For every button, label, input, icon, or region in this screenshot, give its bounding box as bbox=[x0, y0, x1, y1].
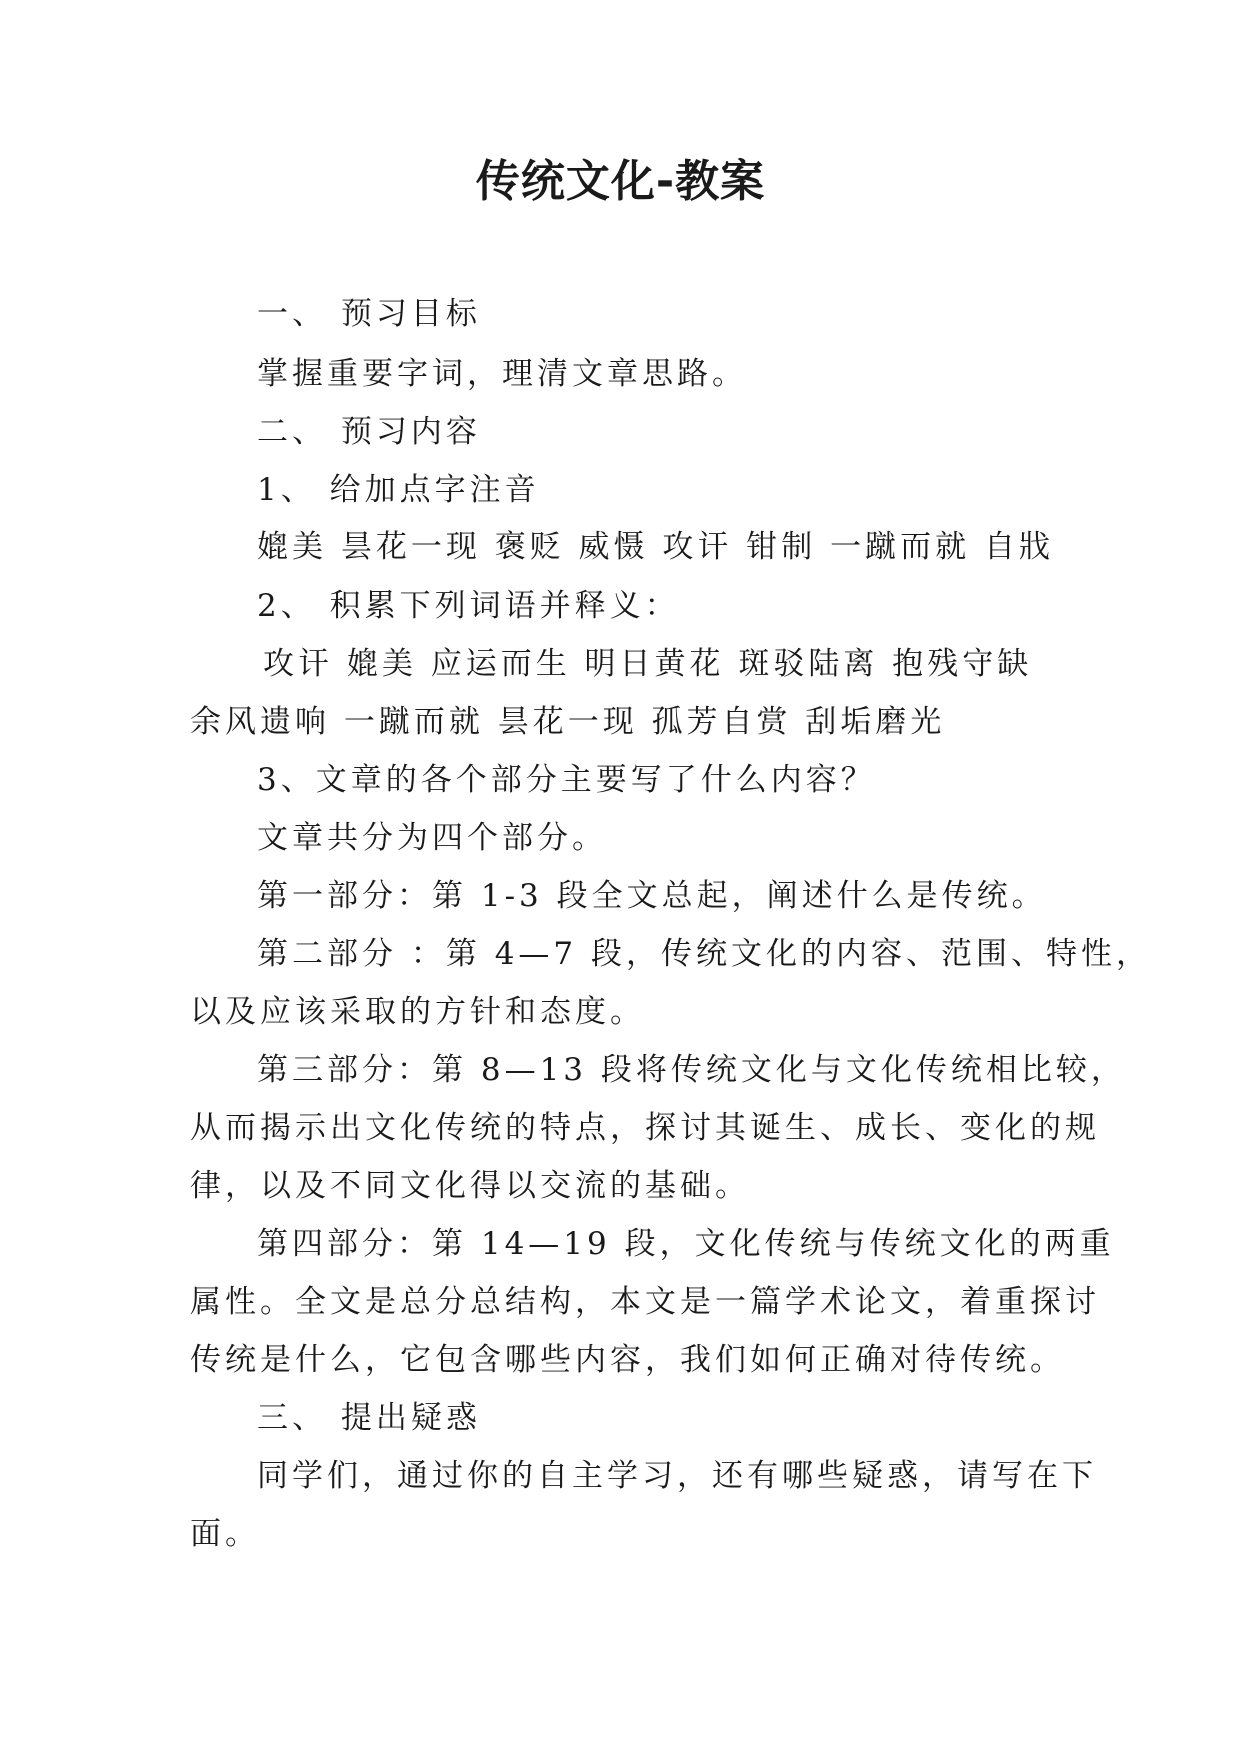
section-heading-1: 一、 预习目标 bbox=[257, 296, 481, 332]
subheading-2: 2、 积累下列词语并释义： bbox=[257, 588, 680, 624]
paragraph: 第二部分 ：第 4—7 段，传统文化的内容、范围、特性， bbox=[257, 936, 1152, 972]
paragraph: 掌握重要字词，理清文章思路。 bbox=[257, 356, 747, 392]
paragraph: 传统是什么，它包含哪些内容，我们如何正确对待传统。 bbox=[190, 1342, 1065, 1378]
section-heading-3: 三、 提出疑惑 bbox=[257, 1400, 481, 1436]
section-heading-2: 二、 预习内容 bbox=[257, 414, 481, 450]
paragraph: 从而揭示出文化传统的特点，探讨其诞生、成长、变化的规 bbox=[190, 1110, 1100, 1146]
paragraph: 第三部分：第 8—13 段将传统文化与文化传统相比较， bbox=[257, 1052, 1126, 1088]
word-list: 余风遗响 一蹴而就 昙花一现 孤芳自赏 刮垢磨光 bbox=[190, 704, 946, 740]
document-title: 传统文化-教案 bbox=[475, 156, 766, 207]
paragraph: 第四部分：第 14—19 段，文化传统与传统文化的两重 bbox=[257, 1226, 1115, 1262]
paragraph: 同学们，通过你的自主学习，还有哪些疑惑，请写在下 bbox=[257, 1458, 1097, 1494]
word-list: 攻讦 媲美 应运而生 明日黄花 斑驳陆离 抱残守缺 bbox=[263, 646, 1033, 682]
paragraph: 律，以及不同文化得以交流的基础。 bbox=[190, 1168, 750, 1204]
paragraph: 面。 bbox=[190, 1516, 260, 1552]
word-list: 媲美 昙花一现 褒贬 威慑 攻讦 钳制 一蹴而就 自戕 bbox=[257, 529, 1054, 565]
paragraph: 以及应该采取的方针和态度。 bbox=[190, 994, 645, 1030]
paragraph: 第一部分：第 1-3 段全文总起，阐述什么是传统。 bbox=[257, 878, 1047, 914]
subheading-3: 3、文章的各个部分主要写了什么内容？ bbox=[257, 762, 876, 798]
subheading-1: 1、 给加点字注音 bbox=[257, 472, 540, 508]
paragraph: 属性。全文是总分总结构，本文是一篇学术论文，着重探讨 bbox=[190, 1284, 1100, 1320]
paragraph: 文章共分为四个部分。 bbox=[257, 820, 607, 856]
